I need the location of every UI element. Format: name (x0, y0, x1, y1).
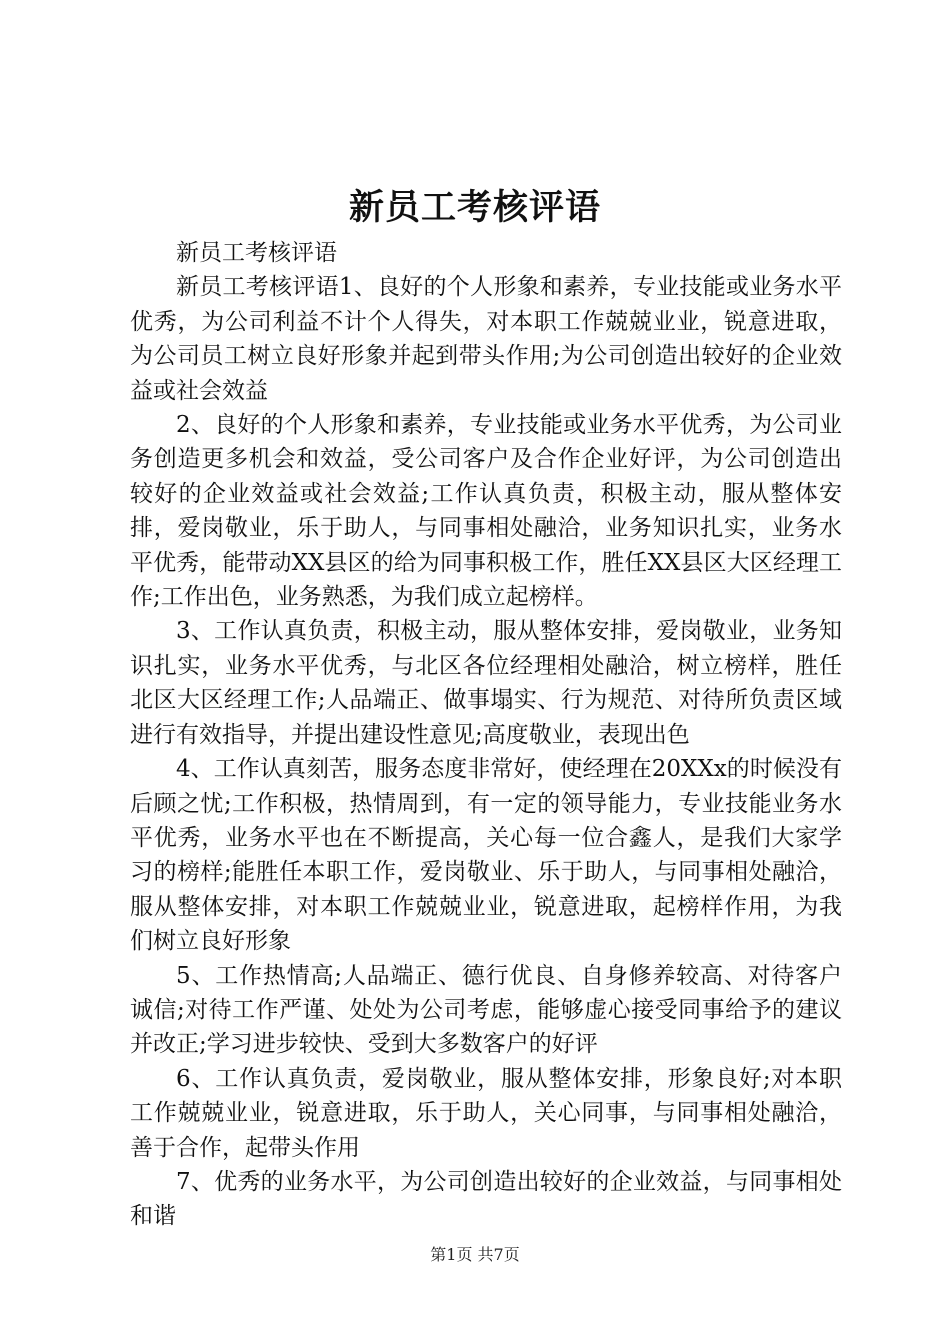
paragraph-item-6: 6、工作认真负责，爱岗敬业，服从整体安排，形象良好;对本职工作兢兢业业，锐意进取，乐于助人，关心同事，与同事相处融洽，善于合作，起带头作用 (130, 1065, 842, 1161)
paragraph-item-5: 5、工作热情高;人品端正、德行优良、自身修养较高、对待客户诚信;对待工作严谨、处处为公司考虑，能够虚心接受同事给予的建议并改正;学习进步较快、受到大多数客户的好评 (130, 962, 842, 1058)
document-body (130, 236, 842, 1234)
page-footer: 第1页 共7页 (430, 1245, 520, 1264)
paragraph-subtitle: 新员工考核评语 (176, 240, 337, 266)
paragraph-item-3: 3、工作认真负责，积极主动，服从整体安排，爱岗敬业，业务知识扎实，业务水平优秀，与北区各位经理相处融洽，树立榜样，胜任北区大区经理工作;人品端正、做事塌实、行为规范、对待所负责区域进行有效指导，并提出建设性意见;高度敬业，表现出色 (130, 618, 842, 748)
paragraph-item-1: 新员工考核评语1、良好的个人形象和素养，专业技能或业务水平优秀，为公司利益不计个人得失，对本职工作兢兢业业，锐意进取，为公司员工树立良好形象并起到带头作用;为公司创造出较好的企业效益或社会效益 (130, 274, 842, 404)
paragraph-item-7: 7、优秀的业务水平，为公司创造出较好的企业效益，与同事相处和谐 (130, 1168, 842, 1230)
paragraph-item-4: 4、工作认真刻苦，服务态度非常好，使经理在20XXx的时候没有后顾之忧;工作积极，热情周到，有一定的领导能力，专业技能业务水平优秀，业务水平也在不断提高，关心每一位合鑫人，是我们大家学习的榜样;能胜任本职工作，爱岗敬业、乐于助人，与同事相处融洽，服从整体安排，对本职工作兢兢业业，锐意进取，起榜样作用，为我们树立良好形象 (130, 756, 842, 955)
document-title: 新员工考核评语 (348, 187, 601, 228)
paragraph-item-2: 2、良好的个人形象和素养，专业技能或业务水平优秀，为公司业务创造更多机会和效益，受公司客户及合作企业好评，为公司创造出较好的企业效益或社会效益;工作认真负责，积极主动，服从整体安排，爱岗敬业，乐于助人，与同事相处融洽，业务知识扎实，业务水平优秀，能带动XX县区的给为同事积极工作，胜任XX县区大区经理工作;工作出色，业务熟悉，为我们成立起榜样。 (130, 412, 842, 611)
